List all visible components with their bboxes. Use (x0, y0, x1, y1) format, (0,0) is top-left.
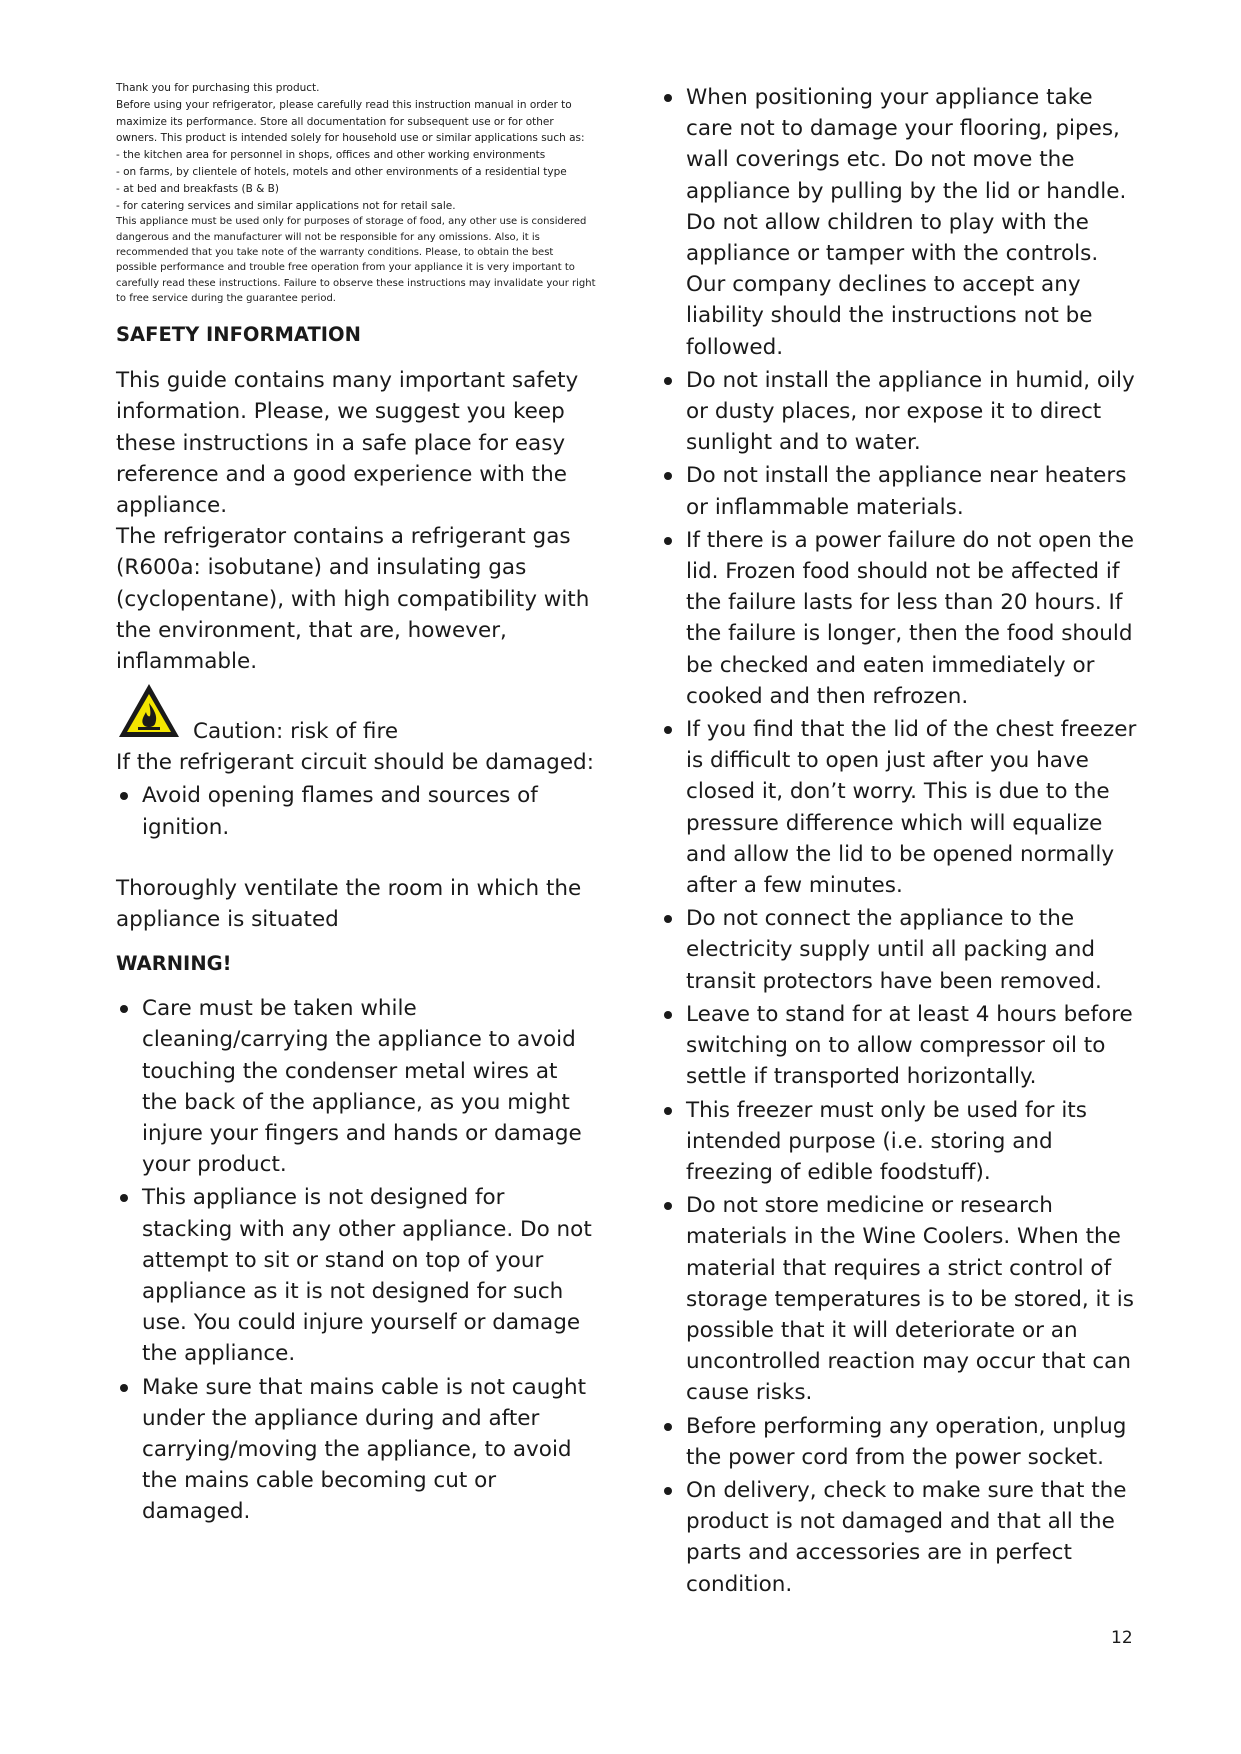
left-column (116, 80, 596, 1530)
list-item: Before performing any operation, unplug the power cord from the power socket. (660, 1411, 1140, 1473)
caution-row (116, 681, 596, 747)
warning-bullets (116, 993, 596, 1527)
list-item: Avoid opening flames and sources of ignition. (116, 780, 596, 842)
safety-heading: SAFETY INFORMATION (116, 323, 361, 347)
list-item: Do not store medicine or research materials in the Wine Coolers. When the material that requires a strict control of storage temperatures is to be stored, it is possible that it will deteriorate or an uncontrolled reaction may occur that can cause risks. (660, 1190, 1140, 1408)
list-item: If there is a power failure do not open the lid. Frozen food should not be affected if the failure lasts for less than 20 hours. If the failure is longer, then the food should be checked and eaten immediately or cooked and then refrozen. (660, 525, 1140, 712)
list-item: Do not connect the appliance to the electricity supply until all packing and transit protectors have been removed. (660, 903, 1140, 997)
intro-line: - for catering services and similar applications not for retail sale. (116, 199, 456, 212)
list-item: Make sure that mains cable is not caught under the appliance during and after carrying/moving the appliance, to avoid the mains cable becoming cut or damaged. (116, 1372, 596, 1528)
intro-line: Before using your refrigerator, please carefully read this instruction manual in order to maximize its performance. Store all documentation for subsequent use or for other owners. This product is intended solely for household use or similar applications such as: (116, 98, 585, 145)
caution-text: Caution: risk of fire (193, 719, 399, 745)
list-item: This appliance is not designed for stacking with any other appliance. Do not attempt to sit or stand on top of your appliance as it is not designed for such use. You could injure yourself or damage the appliance. (116, 1182, 596, 1369)
right-column (660, 82, 1140, 1602)
list-item: Care must be taken while cleaning/carrying the appliance to avoid touching the condenser metal wires at the back of the appliance, as you might injure your fingers and hands or damage your product. (116, 993, 596, 1180)
list-item: Leave to stand for at least 4 hours before switching on to allow compressor oil to settle if transported horizontally. (660, 999, 1140, 1093)
warning-heading: WARNING! (116, 952, 232, 976)
circuit-bullets (116, 780, 596, 842)
fire-warning-icon (116, 681, 182, 741)
circuit-text: If the refrigerant circuit should be damaged: (116, 750, 594, 776)
intro-block (116, 80, 596, 306)
intro-closing: This appliance must be used only for purposes of storage of food, any other use is considered dangerous and the manufacturer will not be responsible for any omissions. Also, it is recommended that you take note of the warranty conditions. Please, to obtain the best possible performance and trouble free operation from your appliance it is very important to carefully read these instructions. Failure to observe these instructions may invalidate your right to free service during the guarantee period. (116, 216, 596, 304)
list-item: When positioning your appliance take care not to damage your flooring, pipes, wall coverings etc. Do not move the appliance by pulling by the lid or handle. Do not allow children to play with the appliance or tamper with the controls. Our company declines to accept any liability should the instructions not be followed. (660, 82, 1140, 363)
page-number: 12 (1111, 1628, 1133, 1648)
list-item: On delivery, check to make sure that the product is not damaged and that all the parts and accessories are in perfect condition. (660, 1475, 1140, 1600)
safety-paragraph-1: This guide contains many important safety information. Please, we suggest you keep these instructions in a safe place for easy reference and a good experience with the appliance. (116, 368, 579, 518)
intro-line: - at bed and breakfasts (B & B) (116, 182, 279, 195)
intro-line: Thank you for purchasing this product. (116, 82, 320, 94)
list-item: This freezer must only be used for its intended purpose (i.e. storing and freezing of edible foodstuff). (660, 1095, 1140, 1189)
list-item: If you find that the lid of the chest freezer is difficult to open just after you have closed it, don’t worry. This is due to the pressure difference which will equalize and allow the lid to be opened normally after a few minutes. (660, 714, 1140, 901)
list-item: Do not install the appliance near heaters or inflammable materials. (660, 460, 1140, 522)
list-item: Do not install the appliance in humid, oily or dusty places, nor expose it to direct sunlight and to water. (660, 365, 1140, 459)
safety-paragraph-2: The refrigerator contains a refrigerant gas (R600a: isobutane) and insulating gas (cyclopentane), with high compatibility with the environment, that are, however, inflammable. (116, 524, 590, 674)
safety-bullets (660, 82, 1140, 1600)
intro-line: - on farms, by clientele of hotels, motels and other environments of a residential type (116, 165, 567, 178)
ventilate-text: Thoroughly ventilate the room in which the appliance is situated (116, 875, 582, 932)
intro-line: - the kitchen area for personnel in shops, offices and other working environments (116, 149, 546, 162)
